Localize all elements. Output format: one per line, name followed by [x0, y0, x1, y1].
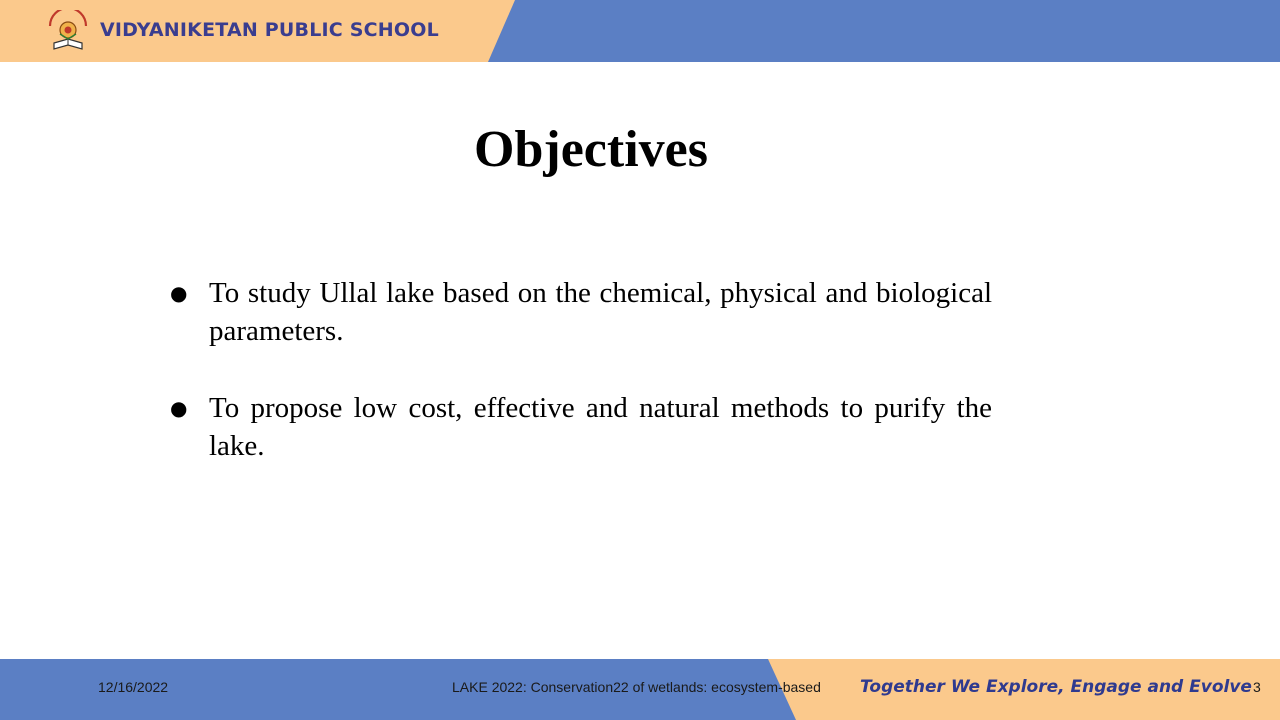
objectives-list: [162, 274, 992, 504]
slide-title: Objectives: [474, 121, 708, 178]
footer-event-title: LAKE 2022: Conservation22 of wetlands: ecosystem-based: [452, 679, 821, 695]
footer-date: 12/16/2022: [98, 679, 169, 695]
objective-item: [162, 274, 992, 350]
school-name: VIDYANIKETAN PUBLIC SCHOOL: [100, 19, 439, 41]
footer-tagline: Together We Explore, Engage and Evolve: [860, 677, 1252, 697]
bullet-icon: ●: [170, 281, 188, 305]
objective-item: [162, 389, 992, 465]
slide-number: 3: [1253, 679, 1261, 695]
slide-header: [0, 0, 1280, 62]
objective-text: To propose low cost, effective and natural methods to purify the lake.: [209, 392, 992, 462]
objective-text: To study Ullal lake based on the chemical, physical and biological parameters.: [209, 277, 992, 347]
bullet-icon: ●: [170, 396, 188, 420]
school-crest-icon: [46, 10, 90, 52]
slide-footer: [0, 659, 1280, 720]
